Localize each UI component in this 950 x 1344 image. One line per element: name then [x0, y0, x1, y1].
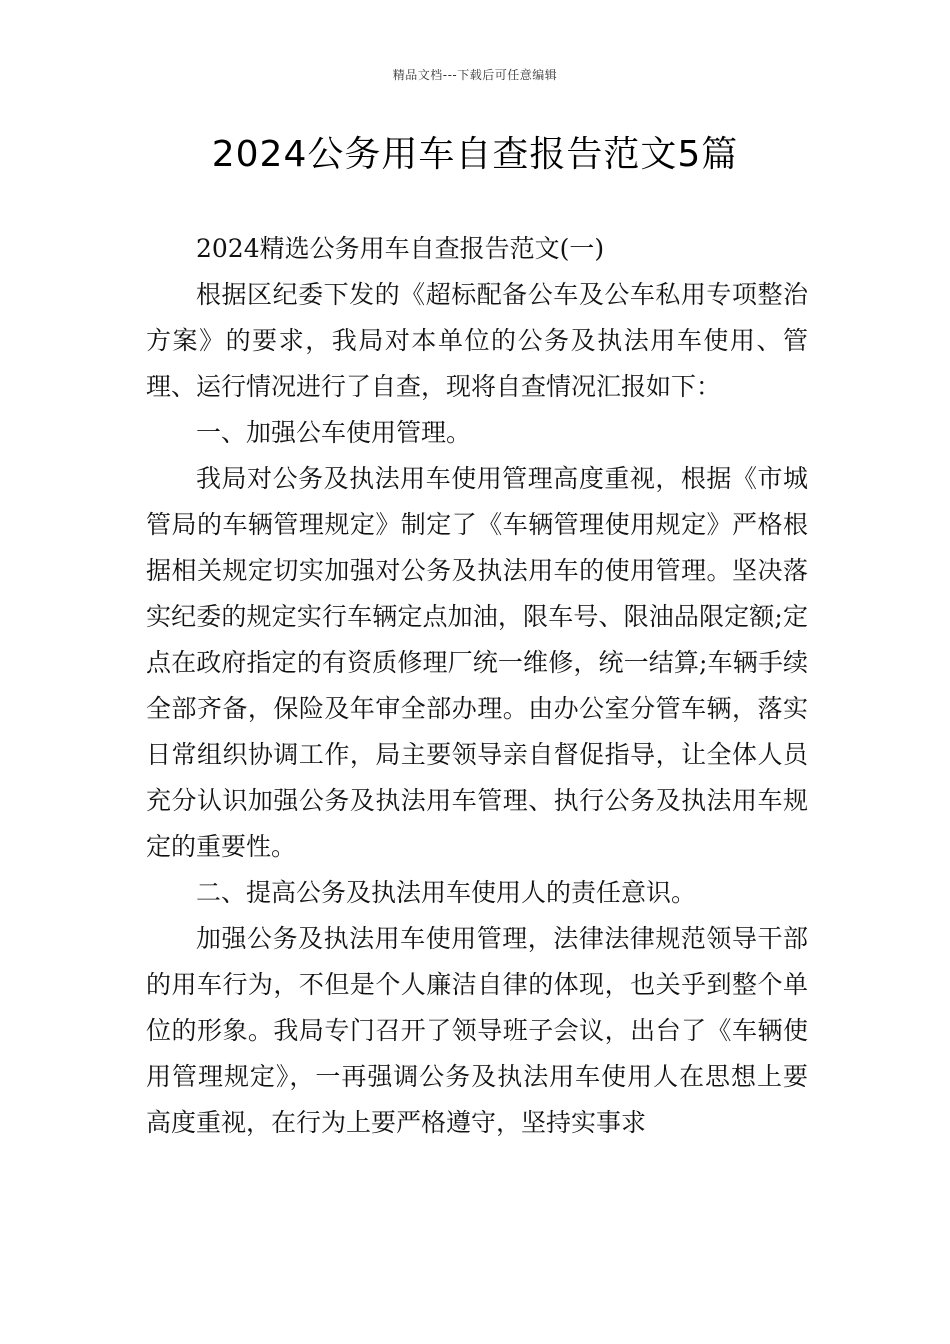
section-heading: 一、加强公车使用管理。	[196, 418, 472, 447]
section-heading: 二、提高公务及执法用车使用人的责任意识。	[196, 878, 697, 907]
paragraph: 我局对公务及执法用车使用管理高度重视，根据《市城管局的车辆管理规定》制定了《车辆管理使用规定》严格根据相关规定切实加强对公务及执法用车的使用管理。坚决落实纪委的规定实行车辆定点加油，限车号、限油品限定额;定点在政府指定的有资质修理厂统一维修，统一结算;车辆手续全部齐备，保险及年审全部办理。由办公室分管车辆，落实日常组织协调工作，局主要领导亲自督促指导，让全体人员充分认识加强公务及执法用车管理、执行公务及执法用车规定的重要性。	[146, 464, 808, 861]
paragraph: 根据区纪委下发的《超标配备公车及公车私用专项整治方案》的要求，我局对本单位的公务及执法用车使用、管理、运行情况进行了自查，现将自查情况汇报如下：	[146, 280, 808, 401]
header-note: 精品文档---下载后可任意编辑	[392, 68, 558, 82]
paragraph: 加强公务及执法用车使用管理，法律法律规范领导干部的用车行为，不但是个人廉洁自律的体现，也关乎到整个单位的形象。我局专门召开了领导班子会议，出台了《车辆使用管理规定》，一再强调公务及执法用车使用人在思想上要高度重视，在行为上要严格遵守，坚持实事求	[146, 924, 808, 1137]
paragraph-subtitle: 2024精选公务用车自查报告范文(一)	[196, 234, 605, 263]
document-title: 2024公务用车自查报告范文5篇	[211, 134, 739, 175]
document-body	[146, 226, 808, 1146]
